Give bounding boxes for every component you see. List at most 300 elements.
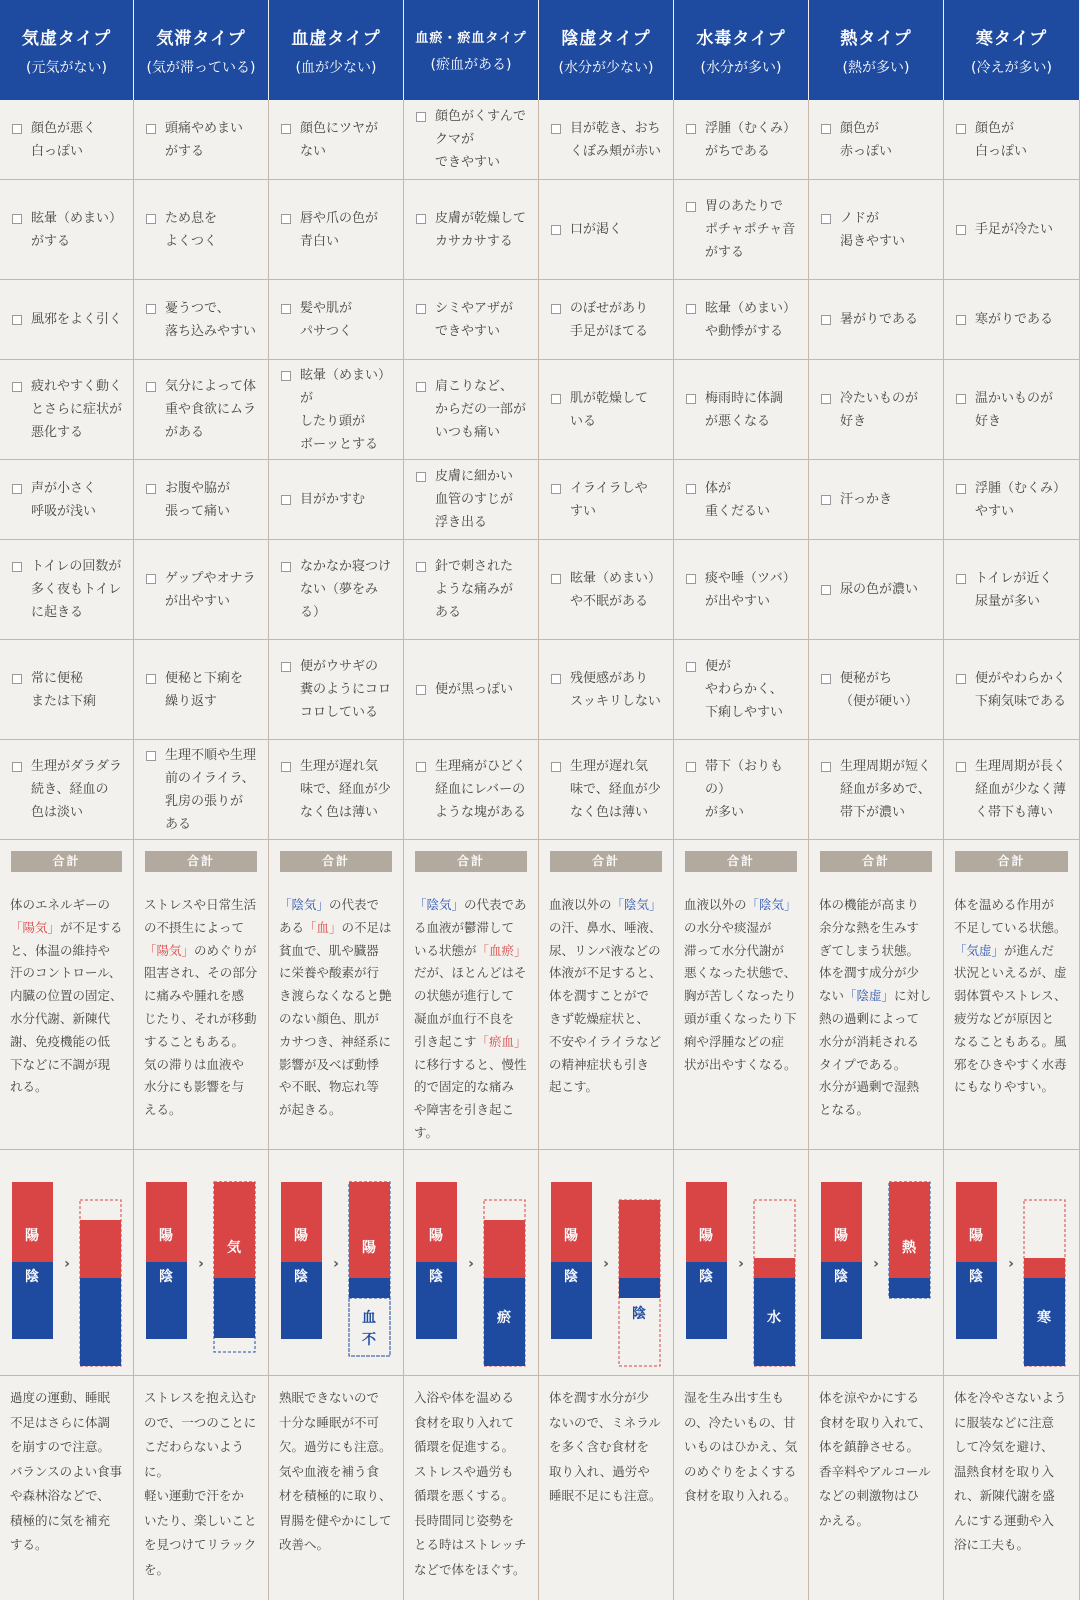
checklist-item[interactable] — [134, 100, 269, 180]
checkbox-icon[interactable] — [281, 762, 291, 772]
checklist-item[interactable] — [944, 540, 1080, 640]
checklist-label: 唇や爪の色が 青白い — [300, 210, 379, 249]
checklist-item[interactable] — [269, 540, 404, 640]
total-label: 合計 — [415, 851, 527, 872]
yang-bar — [821, 1182, 862, 1262]
type-advice: 過度の運動、睡眠 不足はさらに体調 を崩すので注意。 バランスのよい食事 や森林浴などで、 積極的に気を補充 する。 — [0, 1376, 134, 1600]
checklist-label: 寒がりである — [975, 312, 1054, 327]
checklist-label: 生理が遅れ気 味で、経血が少 なく色は薄い — [300, 759, 391, 820]
yang-bar — [281, 1182, 322, 1262]
checklist-label: 生理がダラダラ 続き、経血の 色は淡い — [31, 759, 122, 820]
checkbox-icon[interactable] — [281, 371, 291, 381]
total-cell — [809, 840, 944, 882]
deficit-label-1: 血 — [362, 1310, 376, 1326]
checkbox-icon[interactable] — [416, 304, 426, 314]
type-advice: 入浴や体を温める 食材を取り入れて 循環を促進する。 ストレスや過労も 循環を悪くする。 長時間同じ姿勢を とる時はストレッチ などで体をほぐす。 — [404, 1376, 539, 1600]
checklist-item[interactable] — [134, 540, 269, 640]
checkbox-icon[interactable] — [551, 574, 561, 584]
checkbox-icon[interactable] — [686, 762, 696, 772]
checklist-label: 尿の色が濃い — [840, 582, 919, 597]
checklist-label: 口が渇く — [570, 222, 623, 237]
checkbox-icon[interactable] — [686, 304, 696, 314]
checkbox-icon[interactable] — [416, 762, 426, 772]
checklist-item[interactable] — [674, 460, 809, 540]
yang-bar-after — [349, 1182, 390, 1278]
checklist-label: 便秘と下痢を 繰り返す — [165, 670, 244, 709]
checklist-item[interactable] — [944, 640, 1080, 740]
type-advice: ストレスを抱え込む ので、一つのことに こだわらないように。 軽い運動で汗をか いたり、楽しいこと を見つけてリラック を。 — [134, 1376, 269, 1600]
checklist-item[interactable] — [134, 460, 269, 540]
checkbox-icon[interactable] — [821, 394, 831, 404]
checkbox-icon[interactable] — [551, 674, 561, 684]
checkbox-icon[interactable] — [416, 685, 426, 695]
checklist-label: 梅雨時に体調 が悪くなる — [705, 390, 784, 429]
checklist-label: 浮腫（むくみ） やすい — [975, 480, 1067, 519]
checklist-item[interactable] — [539, 640, 674, 740]
type-subtitle: (瘀血がある) — [430, 56, 512, 73]
checklist-item[interactable] — [404, 740, 539, 840]
yang-bar — [12, 1182, 53, 1262]
checkbox-icon[interactable] — [281, 662, 291, 672]
checkbox-icon[interactable] — [281, 562, 291, 572]
yang-label: 陽 — [159, 1228, 173, 1244]
checklist-item[interactable] — [809, 100, 944, 180]
checklist-item[interactable] — [134, 640, 269, 740]
checkbox-icon[interactable] — [12, 382, 22, 392]
checklist-label: トイレが近く 尿量が多い — [975, 570, 1053, 609]
yin-yang-balance-chart — [944, 1150, 1080, 1376]
type-description: 体を温める作用が 不足している状態。 「気虚」が進んだ 状況といえるが、虚 弱体質やストレス、 疲労などが原因と なることもある。風 邪をひきやすく水毒 にもなりやすい。 — [944, 882, 1080, 1150]
checklist-item[interactable] — [539, 740, 674, 840]
checklist-label: 体が 重くだるい — [705, 480, 771, 519]
type-advice: 体を冷やさないよう に服装などに注意 して冷気を避け、 温熱食材を取り入 れ、新陳代謝を盛 んにする運動や入 浴に工夫も。 — [944, 1376, 1080, 1600]
yang-bar-after — [619, 1200, 660, 1278]
checkbox-icon[interactable] — [281, 304, 291, 314]
type-advice: 体を涼やかにする 食材を取り入れて、 体を鎮静させる。 香辛料やアルコール などの刺激物はひ かえる。 — [809, 1376, 944, 1600]
balance-diagram — [674, 1150, 809, 1376]
yin-yang-balance-chart — [674, 1150, 809, 1376]
right-bar-label: 水 — [767, 1310, 781, 1326]
checkbox-icon[interactable] — [146, 382, 156, 392]
checklist-label: 顔色が 赤っぽい — [840, 120, 893, 159]
checkbox-icon[interactable] — [821, 124, 831, 134]
checklist-item[interactable] — [944, 100, 1080, 180]
checkbox-icon[interactable] — [821, 585, 831, 595]
checkbox-icon[interactable] — [551, 394, 561, 404]
checkbox-icon[interactable] — [686, 662, 696, 672]
checklist-label: 針で刺された ような痛みが ある — [435, 559, 514, 620]
yin-label: 陰 — [159, 1269, 173, 1285]
yin-yang-balance-chart — [539, 1150, 674, 1376]
checklist-item[interactable] — [404, 360, 539, 460]
checkbox-icon[interactable] — [551, 762, 561, 772]
yin-yang-balance-chart — [0, 1150, 135, 1376]
yang-label: 陽 — [25, 1228, 39, 1244]
yang-bar — [686, 1182, 727, 1262]
checklist-label: ゲップやオナラ が出やすい — [165, 570, 256, 609]
checklist-item[interactable] — [539, 540, 674, 640]
total-label: 合計 — [820, 851, 932, 872]
checkbox-icon[interactable] — [146, 124, 156, 134]
type-description: 血液以外の「陰気」 の汗、鼻水、唾液、 尿、リンパ液などの 体液が不足すると、 体を潤すことがで きず乾燥症状と、 不安やイライラなど の精神症状も引き 起こす。 — [539, 882, 674, 1150]
yang-bar-after — [1024, 1258, 1065, 1278]
yang-bar-after — [754, 1258, 795, 1278]
checkbox-icon[interactable] — [12, 484, 22, 494]
right-bar-label: 陽 — [362, 1240, 376, 1256]
checklist-label: 顔色が悪く 白っぽい — [31, 120, 97, 159]
checklist-label: 帯下（おりもの） が多い — [705, 759, 784, 820]
checkbox-icon[interactable] — [281, 124, 291, 134]
yang-bar-after — [889, 1182, 930, 1278]
checkbox-icon[interactable] — [686, 202, 696, 212]
checklist-label: 暑がりである — [840, 312, 919, 327]
checkbox-icon[interactable] — [416, 562, 426, 572]
checklist-label: 生理周期が短く 経血が多めで、 帯下が濃い — [840, 759, 932, 820]
type-description: 体のエネルギーの 「陽気」が不足する と、体温の維持や 汗のコントロール、 内臓の位置の固定、 水分代謝、新陳代 謝、免疫機能の低 下などに不調が現 れる。 — [0, 882, 134, 1150]
checkbox-icon[interactable] — [146, 214, 156, 224]
checkbox-icon[interactable] — [956, 225, 966, 235]
checkbox-icon[interactable] — [146, 751, 156, 761]
balance-diagram — [539, 1150, 674, 1376]
yin-yang-balance-chart — [809, 1150, 944, 1376]
type-title: 気滞タイプ — [156, 28, 246, 49]
checklist-item[interactable] — [134, 180, 269, 280]
checklist-item[interactable] — [944, 740, 1080, 840]
checklist-item[interactable] — [539, 180, 674, 280]
checklist-label: 目がかすむ — [300, 492, 366, 507]
checklist-label: ため息を よくつく — [165, 210, 218, 249]
checkbox-icon[interactable] — [551, 304, 561, 314]
yin-label: 陰 — [969, 1269, 983, 1285]
yin-bar-after — [349, 1278, 390, 1298]
checklist-item[interactable] — [944, 180, 1080, 280]
checklist-item[interactable] — [269, 640, 404, 740]
checklist-label: 疲れやすく動く とさらに症状が 悪化する — [31, 379, 123, 440]
checklist-label: 肌が乾燥して いる — [570, 390, 649, 429]
checkbox-icon[interactable] — [821, 762, 831, 772]
checkbox-icon[interactable] — [551, 124, 561, 134]
yang-label: 陽 — [699, 1228, 713, 1244]
checklist-item[interactable] — [404, 100, 539, 180]
checklist-label: 生理不順や生理 前のイライラ、 乳房の張りが ある — [165, 747, 257, 832]
checklist-item[interactable] — [269, 360, 404, 460]
checklist-label: 胃のあたりで ポチャポチャ音 がする — [705, 199, 796, 260]
checklist-label: 気分によって体 重や食欲にムラ がある — [165, 379, 257, 440]
checklist-label: 温かいものが 好き — [975, 390, 1054, 429]
checklist-item[interactable] — [944, 280, 1080, 360]
checklist-item[interactable] — [134, 740, 269, 840]
type-header — [0, 0, 134, 100]
type-advice: 湿を生み出す生も の、冷たいもの、甘 いものはひかえ、気 のめぐりをよくする 食材を取り入れる。 — [674, 1376, 809, 1600]
type-header — [269, 0, 404, 100]
checklist-label: イライラしや すい — [570, 480, 648, 519]
type-description: 体の機能が高まり 余分な熱を生みす ぎてしまう状態。 体を潤す成分が少 ない「陰虚」に対し 熱の過剰によって 水分が消耗される タイプである。 水分が過剰で湿熱 となる。 — [809, 882, 944, 1150]
checklist-item[interactable] — [809, 740, 944, 840]
checklist-item[interactable] — [944, 460, 1080, 540]
yang-bar — [416, 1182, 457, 1262]
checkbox-icon[interactable] — [956, 484, 966, 494]
checklist-item[interactable] — [0, 180, 134, 280]
checkbox-icon[interactable] — [551, 225, 561, 235]
chevron-right-icon: › — [1008, 1256, 1014, 1272]
checkbox-icon[interactable] — [416, 382, 426, 392]
yin-label: 陰 — [834, 1269, 848, 1285]
checkbox-icon[interactable] — [821, 674, 831, 684]
checkbox-icon[interactable] — [146, 484, 156, 494]
checklist-label: 風邪をよく引く — [31, 312, 123, 327]
total-label: 合計 — [280, 851, 392, 872]
checkbox-icon[interactable] — [686, 574, 696, 584]
yang-label: 陽 — [294, 1228, 308, 1244]
checkbox-icon[interactable] — [146, 674, 156, 684]
checklist-item[interactable] — [404, 640, 539, 740]
checklist-label: 顔色にツヤが ない — [300, 120, 379, 159]
checklist-item[interactable] — [0, 360, 134, 460]
checklist-item[interactable] — [0, 740, 134, 840]
balance-diagram — [0, 1150, 134, 1376]
checklist-item[interactable] — [0, 280, 134, 360]
checkbox-icon[interactable] — [12, 315, 22, 325]
type-header — [134, 0, 269, 100]
type-subtitle: (熱が多い) — [842, 59, 910, 76]
checklist-label: のぼせがあり 手足がほてる — [570, 300, 649, 339]
type-description: 「陰気」の代表であ る血液が鬱滞して いる状態が「血瘀」 だが、ほとんどはそ の状態が進行して 凝血が血行不良を 引き起こす「瘀血」 に移行すると、慢性 的で固定的な痛み や障害を引き起こす。 — [404, 882, 539, 1150]
checklist-item[interactable] — [674, 540, 809, 640]
checklist-label: 眩暈（めまい） や動悸がする — [705, 300, 797, 339]
checkbox-icon[interactable] — [281, 495, 291, 505]
balance-diagram — [269, 1150, 404, 1376]
checkbox-icon[interactable] — [281, 214, 291, 224]
type-description: 血液以外の「陰気」 の水分や痰湿が 滞って水分代謝が 悪くなった状態で、 胸が苦しくなったり 頭が重くなったり下 痢や浮腫などの症 状が出やすくなる。 — [674, 882, 809, 1150]
type-header — [539, 0, 674, 100]
yin-label: 陰 — [429, 1269, 443, 1285]
yang-bar — [956, 1182, 997, 1262]
checkbox-icon[interactable] — [956, 762, 966, 772]
checkbox-icon[interactable] — [821, 214, 831, 224]
checklist-item[interactable] — [539, 280, 674, 360]
checklist-label: 便がやわらかく 下痢気味である — [975, 670, 1067, 709]
type-header — [404, 0, 539, 100]
checkbox-icon[interactable] — [416, 112, 426, 122]
checklist-label: 残便感があり スッキリしない — [570, 670, 661, 709]
right-bar-label: 陰 — [632, 1306, 646, 1322]
checkbox-icon[interactable] — [12, 762, 22, 772]
checklist-item[interactable] — [809, 640, 944, 740]
checkbox-icon[interactable] — [686, 124, 696, 134]
checkbox-icon[interactable] — [956, 674, 966, 684]
checklist-label: 眩暈（めまい） がする — [31, 210, 123, 249]
checkbox-icon[interactable] — [12, 674, 22, 684]
chevron-right-icon: › — [468, 1256, 474, 1272]
checklist-item[interactable] — [269, 460, 404, 540]
type-advice: 熟眠できないので 十分な睡眠が不可 欠。過労にも注意。 気や血液を補う食 材を積極的に取り、 胃腸を健やかにして 改善へ。 — [269, 1376, 404, 1600]
checkbox-icon[interactable] — [12, 124, 22, 134]
yin-bar-after — [214, 1278, 255, 1338]
checkbox-icon[interactable] — [956, 124, 966, 134]
yang-bar-after — [214, 1182, 255, 1278]
right-bar-label: 気 — [227, 1240, 241, 1256]
checklist-label: トイレの回数が 多く夜もトイレ に起きる — [31, 559, 122, 620]
type-title: 水毒タイプ — [696, 28, 786, 49]
total-cell — [0, 840, 134, 882]
chevron-right-icon: › — [198, 1256, 204, 1272]
checklist-item[interactable] — [269, 740, 404, 840]
checklist-label: 浮腫（むくみ） がちである — [705, 120, 797, 159]
yin-bar-after — [889, 1278, 930, 1298]
yang-label: 陽 — [429, 1228, 443, 1244]
checklist-label: 便が黒っぽい — [435, 682, 514, 697]
checklist-item[interactable] — [269, 180, 404, 280]
checklist-item[interactable] — [674, 360, 809, 460]
checklist-item[interactable] — [674, 740, 809, 840]
type-header — [809, 0, 944, 100]
checklist-label: お腹や脇が 張って痛い — [165, 480, 231, 519]
checklist-item[interactable] — [0, 540, 134, 640]
total-cell — [134, 840, 269, 882]
yang-bar-after — [484, 1220, 525, 1278]
balance-diagram — [404, 1150, 539, 1376]
type-description: ストレスや日常生活 の不摂生によって 「陽気」のめぐりが 阻害され、その部分 に痛みや腫れを感 じたり、それが移動 することもある。 気の滞りは血液や 水分にも影響を与 える。 — [134, 882, 269, 1150]
checklist-item[interactable] — [404, 540, 539, 640]
checklist-item[interactable] — [809, 180, 944, 280]
total-label: 合計 — [550, 851, 662, 872]
checkbox-icon[interactable] — [956, 315, 966, 325]
type-subtitle: (気が滞っている) — [146, 59, 256, 76]
yang-label: 陽 — [969, 1228, 983, 1244]
checkbox-icon[interactable] — [956, 394, 966, 404]
checklist-item[interactable] — [404, 280, 539, 360]
type-advice: 体を潤す水分が少 ないので、ミネラル を多く含む食材を 取り入れ、過労や 睡眠不足にも注意。 — [539, 1376, 674, 1600]
checklist-label: 汗っかき — [840, 492, 893, 507]
type-subtitle: (血が少ない) — [295, 59, 377, 76]
balance-diagram — [809, 1150, 944, 1376]
checklist-label: 生理痛がひどく 経血にレバーの ような塊がある — [435, 759, 527, 820]
checklist-item[interactable] — [134, 360, 269, 460]
yang-bar — [551, 1182, 592, 1262]
checkbox-icon[interactable] — [146, 304, 156, 314]
checklist-label: 生理周期が長く 経血が少なく薄 く帯下も薄い — [975, 759, 1067, 820]
checklist-label: 声が小さく 呼吸が浅い — [31, 480, 97, 519]
checklist-item[interactable] — [674, 100, 809, 180]
type-title: 寒タイプ — [975, 28, 1048, 49]
type-title: 血瘀・瘀血タイプ — [415, 30, 527, 46]
checkbox-icon[interactable] — [416, 214, 426, 224]
checklist-item[interactable] — [674, 180, 809, 280]
yang-label: 陽 — [564, 1228, 578, 1244]
type-subtitle: (水分が少ない) — [558, 59, 654, 76]
yang-label: 陽 — [834, 1228, 848, 1244]
checkbox-icon[interactable] — [821, 495, 831, 505]
checklist-item[interactable] — [674, 280, 809, 360]
right-bar-label: 熱 — [902, 1240, 916, 1256]
checklist-item[interactable] — [404, 460, 539, 540]
chevron-right-icon: › — [64, 1256, 70, 1272]
deficit-label-2: 不 — [362, 1332, 376, 1348]
chevron-right-icon: › — [738, 1256, 744, 1272]
checklist-label: 髪や肌が パサつく — [300, 300, 353, 339]
checklist-item[interactable] — [539, 360, 674, 460]
type-title: 気虚タイプ — [21, 28, 112, 49]
yin-label: 陰 — [294, 1269, 308, 1285]
checkbox-icon[interactable] — [551, 484, 561, 494]
checklist-item[interactable] — [809, 460, 944, 540]
checklist-item[interactable] — [674, 640, 809, 740]
checkbox-icon[interactable] — [12, 562, 22, 572]
checkbox-icon[interactable] — [956, 574, 966, 584]
checklist-label: 眩暈（めまい）が したり頭が ボーッとする — [300, 367, 392, 452]
total-cell — [539, 840, 674, 882]
checklist-label: 肩こりなど、 からだの一部が いつも痛い — [435, 379, 527, 440]
yang-bar — [146, 1182, 187, 1262]
total-cell — [404, 840, 539, 882]
checklist-label: 顔色がくすんで クマが できやすい — [435, 109, 527, 170]
type-title: 陰虚タイプ — [561, 28, 651, 49]
balance-diagram — [944, 1150, 1080, 1376]
checkbox-icon[interactable] — [821, 315, 831, 325]
right-bar-label: 瘀 — [497, 1310, 511, 1326]
checkbox-icon[interactable] — [686, 484, 696, 494]
type-subtitle: (元気がない) — [26, 59, 107, 76]
checklist-item[interactable] — [809, 360, 944, 460]
total-label: 合計 — [11, 851, 122, 872]
checklist-label: 頭痛やめまい がする — [165, 120, 244, 159]
yin-bar-after — [80, 1278, 121, 1366]
checklist-item[interactable] — [0, 460, 134, 540]
yang-bar-after — [80, 1220, 121, 1278]
checklist-item[interactable] — [404, 180, 539, 280]
checklist-item[interactable] — [269, 280, 404, 360]
total-cell — [944, 840, 1080, 882]
checklist-label: 憂うつで、 落ち込みやすい — [165, 300, 257, 339]
total-cell — [674, 840, 809, 882]
checkbox-icon[interactable] — [146, 574, 156, 584]
yin-label: 陰 — [564, 1269, 578, 1285]
total-cell — [269, 840, 404, 882]
checklist-label: 生理が遅れ気 味で、経血が少 なく色は薄い — [570, 759, 661, 820]
type-header — [944, 0, 1080, 100]
checklist-item[interactable] — [944, 360, 1080, 460]
type-title: 熱タイプ — [840, 28, 912, 49]
checklist-item[interactable] — [0, 640, 134, 740]
checkbox-icon[interactable] — [416, 472, 426, 482]
checkbox-icon[interactable] — [686, 394, 696, 404]
checklist-label: 痰や唾（ツバ） が出やすい — [705, 570, 796, 609]
checklist-label: シミやアザが できやすい — [435, 300, 514, 339]
checklist-label: 目が乾き、おち くぼみ頬が赤い — [570, 120, 662, 159]
checklist-item[interactable] — [539, 100, 674, 180]
checklist-item[interactable] — [134, 280, 269, 360]
checklist-item[interactable] — [809, 540, 944, 640]
checklist-label: 皮膚に細かい 血管のすじが 浮き出る — [435, 469, 514, 530]
yin-bar-after — [619, 1278, 660, 1298]
checklist-label: 手足が冷たい — [975, 222, 1054, 237]
checkbox-icon[interactable] — [12, 214, 22, 224]
checklist-item[interactable] — [809, 280, 944, 360]
total-label: 合計 — [955, 851, 1068, 872]
checklist-label: 便が やわらかく、 下痢しやすい — [705, 659, 784, 720]
total-label: 合計 — [685, 851, 797, 872]
yin-label: 陰 — [25, 1269, 39, 1285]
checklist-label: 便がウサギの 糞のようにコロ コロしている — [300, 659, 392, 720]
yin-label: 陰 — [699, 1269, 713, 1285]
checklist-item[interactable] — [539, 460, 674, 540]
total-label: 合計 — [145, 851, 257, 872]
checklist-item[interactable] — [0, 100, 134, 180]
type-subtitle: (冷えが多い) — [971, 59, 1052, 76]
checklist-item[interactable] — [269, 100, 404, 180]
balance-diagram — [134, 1150, 269, 1376]
checklist-label: 常に便秘 または下痢 — [31, 670, 97, 709]
